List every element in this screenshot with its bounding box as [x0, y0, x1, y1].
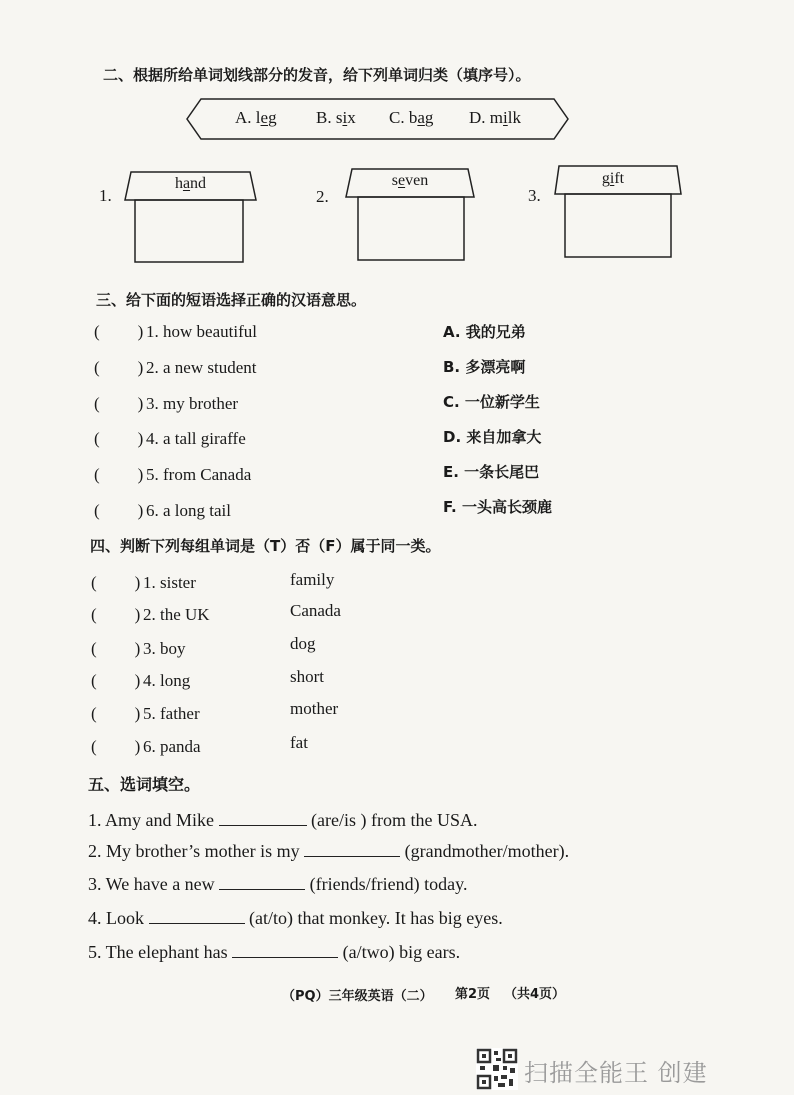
section5-title: 五、选词填空。 [88, 775, 201, 794]
s3-item-5: 5. from Canada [146, 465, 252, 484]
watermark-text: 扫描全能王 创建 [524, 1059, 708, 1087]
s3-answer-paren-1[interactable]: ( ) [94, 322, 144, 341]
s5-item-4: 4. Look (at/to) that monkey. It has big eyes. [88, 908, 503, 928]
house-2-word: seven [391, 172, 429, 189]
s3-meaning-f: F. 一头高长颈鹿 [443, 498, 552, 516]
s3-item-4: 4. a tall giraffe [146, 429, 246, 448]
option-c: C. bag [389, 108, 434, 127]
s5-item-5: 5. The elephant has (a/two) big ears. [88, 942, 461, 962]
s4-item-1-left: 1. sister [143, 573, 196, 592]
s3-meaning-e: E. 一条长尾巴 [443, 463, 540, 481]
s4-item-1-right: family [290, 570, 335, 589]
s5-blank-5[interactable] [232, 944, 338, 958]
section2-title: 二、根据所给单词划线部分的发音，给下列单词归类（填序号）。 [103, 66, 531, 84]
option-d: D. milk [469, 108, 521, 127]
s3-meaning-c: C. 一位新学生 [443, 393, 540, 411]
s4-answer-paren-5[interactable]: ( ) [91, 704, 141, 723]
house-1-word: hand [174, 175, 207, 192]
s4-item-2-right: Canada [290, 601, 341, 620]
s5-blank-1[interactable] [219, 812, 307, 826]
s5-blank-4[interactable] [149, 910, 245, 924]
s4-item-2-left: 2. the UK [143, 605, 210, 624]
s3-meaning-d: D. 来自加拿大 [443, 428, 542, 446]
footer-page-number: 第2页 [455, 987, 491, 1002]
footer-course: （PQ）三年级英语（二） [282, 989, 433, 1004]
house-3-word: gift [601, 170, 625, 187]
s3-item-1: 1. how beautiful [146, 322, 257, 341]
s3-answer-paren-2[interactable]: ( ) [94, 358, 144, 377]
s4-item-5-right: mother [290, 699, 339, 718]
s5-item-1: 1. Amy and Mike (are/is ) from the USA. [88, 810, 478, 830]
qr-code-icon [476, 1048, 518, 1090]
house-2-number: 2. [316, 187, 329, 206]
section4-title: 四、判断下列每组单词是（T）否（F）属于同一类。 [90, 537, 441, 555]
s4-item-6-right: fat [290, 733, 308, 752]
s4-item-4-left: 4. long [143, 671, 191, 690]
s4-answer-paren-6[interactable]: ( ) [91, 737, 141, 756]
s3-answer-paren-3[interactable]: ( ) [94, 394, 144, 413]
s4-item-5-left: 5. father [143, 704, 200, 723]
s4-item-3-left: 3. boy [143, 639, 186, 658]
s3-item-2: 2. a new student [146, 358, 257, 377]
section3-title: 三、给下面的短语选择正确的汉语意思。 [96, 291, 367, 309]
s4-item-6-left: 6. panda [143, 737, 201, 756]
s3-answer-paren-4[interactable]: ( ) [94, 429, 144, 448]
s4-answer-paren-2[interactable]: ( ) [91, 605, 141, 624]
s3-item-6: 6. a long tail [146, 501, 231, 520]
house-1-number: 1. [99, 186, 112, 205]
option-b: B. six [316, 108, 356, 127]
footer-total-pages: （共4页） [504, 987, 566, 1002]
s3-answer-paren-6[interactable]: ( ) [94, 501, 144, 520]
s5-blank-3[interactable] [219, 876, 305, 890]
s5-item-2: 2. My brother’s mother is my (grandmother/mother). [88, 841, 570, 861]
s4-answer-paren-4[interactable]: ( ) [91, 671, 141, 690]
s4-item-3-right: dog [290, 634, 316, 653]
s3-meaning-a: A. 我的兄弟 [443, 323, 526, 341]
s4-answer-paren-3[interactable]: ( ) [91, 639, 141, 658]
s4-item-4-right: short [290, 667, 324, 686]
house-3-number: 3. [528, 186, 541, 205]
s3-answer-paren-5[interactable]: ( ) [94, 465, 144, 484]
option-a: A. leg [235, 108, 277, 127]
s3-meaning-b: B. 多漂亮啊 [443, 358, 526, 376]
s4-answer-paren-1[interactable]: ( ) [91, 573, 141, 592]
s5-item-3: 3. We have a new (friends/friend) today. [88, 874, 468, 894]
s3-item-3: 3. my brother [146, 394, 239, 413]
s5-blank-2[interactable] [304, 843, 400, 857]
